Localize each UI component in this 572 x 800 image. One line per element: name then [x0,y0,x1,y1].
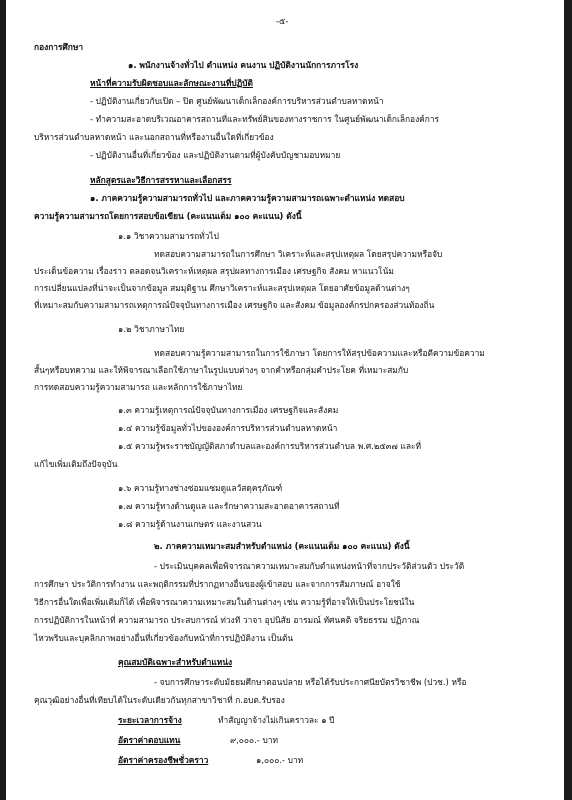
subject-1-5: ๑.๕ ความรู้พระราชบัญญัติสภาตำบลและองค์การบริหารส่วนตำบล พ.ศ.๒๕๓๗ และที่ [118,441,421,451]
subject-1-7: ๑.๗ ความรู้ทางด้านดูแล และรักษาความสะอาดอาคารสถานที่ [118,501,340,511]
duty-item: - ปฏิบัติงานอื่นที่เกี่ยวข้อง และปฏิบัติงานตามที่ผู้บังคับบัญชามอบหมาย [90,150,341,160]
subject-1-2-text: สั้นๆหรือบทความ และให้พิจารณาเลือกใช้ภาษาในรูปแบบต่างๆ จากคำหรือกลุ่มคำประโยค ที่เหมาะสมกับ [34,365,409,375]
part1-heading: ๑. ภาคความรู้ความสามารถทั่วไป และภาคความรู้ความสามารถเฉพาะตำแหน่ง ทดสอบ [90,193,405,203]
employment-term-value: ทำสัญญาจ้างไม่เกินคราวละ ๑ ปี [218,715,335,725]
qualification-text: คุณวุฒิอย่างอื่นที่เทียบได้ในระดับเดียวกันทุกสาขาวิชาที่ ก.อบต.รับรอง [34,695,285,705]
duty-item: - ปฏิบัติงานเกี่ยวกับเปิด – ปิด ศูนย์พัฒนาเด็กเล็กองค์การบริหารส่วนตำบลหาดหน้า [90,96,384,106]
document-page [6,0,564,800]
subject-1-4: ๑.๔ ความรู้ข้อมูลทั่วไปขององค์การบริหารส่วนตำบลหาดหน้า [118,423,338,433]
subject-1-1-text: ประเด็นข้อความ เรื่องราว ตลอดจนวิเคราะห์เหตุผล สรุปผลทางการเมือง เศรษฐกิจ สังคม หาแนวโน้ม [34,266,394,276]
subject-1-1-title: ๑.๑ วิชาความสามารถทั่วไป [118,231,219,241]
subject-1-2-title: ๑.๒ วิชาภาษาไทย [118,324,185,334]
subject-1-3: ๑.๓ ความรู้เหตุการณ์ปัจจุบันทางการเมือง เศรษฐกิจและสังคม [118,405,339,415]
criteria-heading: หลักสูตรและวิธีการสรรหาและเลือกสรร [90,175,232,185]
duty-item: - ทำความสะอาดบริเวณอาคารสถานที่และทรัพย์สินของทางราชการ ในศูนย์พัฒนาเด็กเล็กองค์การ [90,114,440,124]
page-number: -๕- [276,16,289,26]
part1-heading-continued: ความรู้ความสามารถโดยการสอบข้อเขียน (คะแนนเต็ม ๑๐๐ คะแนน) ดังนี้ [34,211,302,221]
salary-label: อัตราค่าตอบแทน [118,735,181,745]
subject-1-1-text: การเปลี่ยนแปลงที่น่าจะเป็นจากข้อมูล สมมุติฐาน ศึกษาวิเคราะห์และสรุปเหตุผล โดยอาศัยข้อมูลด้านต่างๆ [34,283,410,293]
subject-1-1-text: ทดสอบความสามารถในการศึกษา วิเคราะห์และสรุปเหตุผล โดยสรุปความหรือจับ [154,249,443,259]
salary-value: ๙,๐๐๐.- บาท [230,735,279,745]
subject-1-8: ๑.๘ ความรู้ด้านงานเกษตร และงานสวน [118,519,262,529]
duty-item-continued: บริหารส่วนตำบลหาดหน้า และนอกสถานที่หรืองานอื่นใดที่เกี่ยวข้อง [34,132,274,142]
part2-text: วิธีการอื่นใดเพื่อเพิ่มเติมก็ได้ เพื่อพิจารณาความเหมาะสมในด้านต่างๆ เช่น ความรู้ที่อาจให้เป็นประโยชน์ใน [34,597,415,607]
allowance-label: อัตราค่าครองชีพชั่วคราว [118,755,209,765]
part2-text: การปฏิบัติการในหน้าที่ ความสามารถ ประสบการณ์ ท่วงที วาจา อุปนิสัย อารมณ์ ทัศนคติ จริยธรรม ปฏิภาณ [34,615,420,625]
part2-text: - ประเมินบุคคลเพื่อพิจารณาความเหมาะสมกับตำแหน่งหน้าที่จากประวัติส่วนตัว ประวัติ [154,561,465,571]
allowance-value: ๑,๐๐๐.- บาท [256,755,304,765]
subject-1-1-text: ที่เหมาะสมกับความสามารถเหตุการณ์ปัจจุบันทางการเมือง เศรษฐกิจ และสังคม ข้อมูลองค์กรปกครองส่วนท้องถิ่น [34,300,435,310]
part2-heading: ๒. ภาคความเหมาะสมสำหรับตำแหน่ง (คะแนนเต็ม ๑๐๐ คะแนน) ดังนี้ [154,541,410,551]
qualification-text: - จบการศึกษาระดับมัธยมศึกษาตอนปลาย หรือได้รับประกาศนียบัตรวิชาชีพ (ปวช.) หรือ [154,677,467,687]
subject-1-6: ๑.๖ ความรู้ทางช่างซ่อมแซมดูแลวัสดุครุภัณฑ์ [118,483,283,493]
subject-1-2-text: การทดสอบความรู้ความสามารถ และหลักการใช้ภาษาไทย [34,382,243,392]
part2-text: ไหวพริบและบุคลิกภาพอย่างอื่นที่เกี่ยวข้องกับหน้าที่การปฏิบัติงาน เป็นต้น [34,633,294,643]
qualifications-heading: คุณสมบัติเฉพาะสำหรับตำแหน่ง [118,657,233,667]
department-heading: กองการศึกษา [34,42,84,52]
position-title: ๑. พนักงานจ้างทั่วไป ตำแหน่ง คนงาน ปฏิบัติงานนักการภารโรง [128,60,359,70]
subject-1-5-continued: แก้ไขเพิ่มเติมถึงปัจจุบัน [34,459,118,469]
employment-term-label: ระยะเวลาการจ้าง [118,715,182,725]
part2-text: การศึกษา ประวัติการทำงาน และพฤติกรรมที่ปรากฏทางอื่นของผู้เข้าสอบ และจากการสัมภาษณ์ อาจใช้ [34,579,401,589]
duties-heading: หน้าที่ความรับผิดชอบและลักษณะงานที่ปฏิบัติ [90,78,253,88]
subject-1-2-text: ทดสอบความรู้ความสามารถในการใช้ภาษา โดยการให้สรุปข้อความและหรือตีความข้อความ [154,348,485,358]
